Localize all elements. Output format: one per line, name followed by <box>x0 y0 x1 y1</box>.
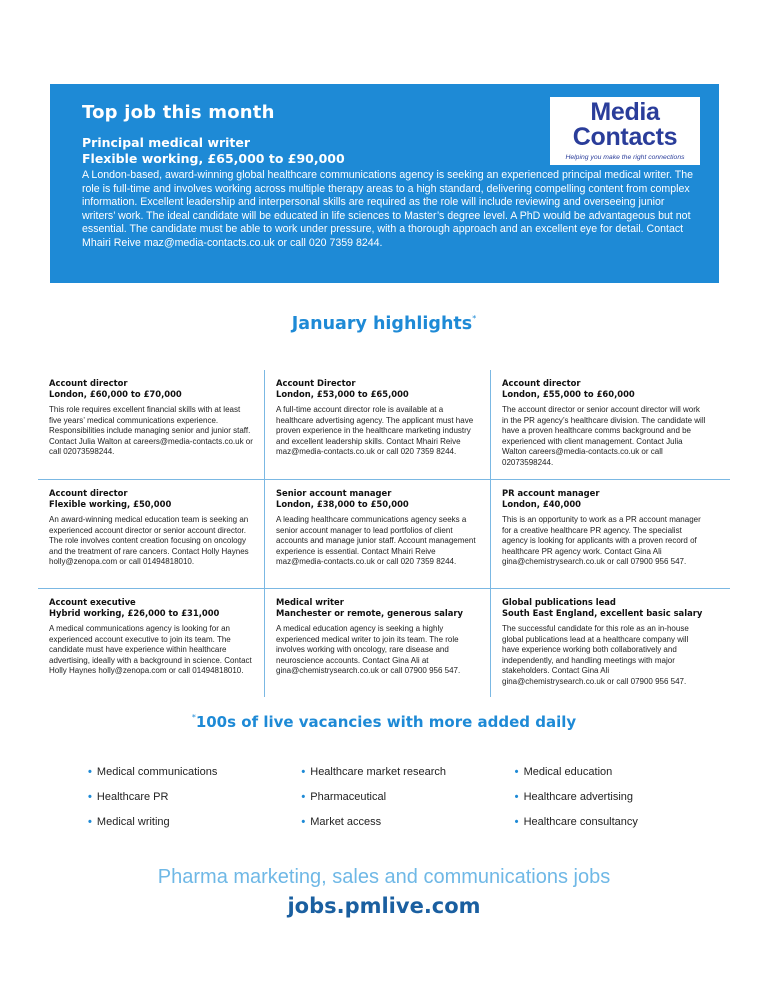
job-description: This is an opportunity to work as a PR account manager for a creative healthcare PR agency. The specialist agency is looking for applicants with a proven record of healthcare PR agency work. Contact Gina Ali gina@chemistrysearch.co.uk or call 07900 956 547. <box>502 515 701 567</box>
media-contacts-logo[interactable] <box>550 97 700 165</box>
category-item <box>515 815 728 840</box>
job-description: The account director or senior account director will work in the PR agency’s healthcare division. The candidate will have a proven healthcare comms background and be experienced with client management. Contact Julia Walton careers@media-contacts.co.uk or call 02073598244. <box>502 405 706 467</box>
job-description: This role requires excellent financial skills with at least five years’ medical communications experience. Responsibilities include managing senior and junior staff. Contact Julia Walton at careers@media-contacts.co.uk or call 02073598244. <box>49 405 253 457</box>
category-label: Healthcare consultancy <box>523 816 638 828</box>
job-subtitle: London, £38,000 to £50,000 <box>276 499 409 509</box>
category-label: Medical writing <box>96 816 170 828</box>
listing-row <box>38 479 730 588</box>
asterisk: * <box>472 314 477 323</box>
job-description: An award-winning medical education team is seeking an experienced account director or senior account director. The role involves content creation focusing on oncology and the treatment of rare cancers. Contact Holly Haynes holly@zenopa.com or call 01494818010. <box>49 515 249 567</box>
job-description: A leading healthcare communications agency seeks a senior account manager to lead portfolios of client accounts and manage junior staff. Account management experience is essential. Contact Mhairi Reive maz@media-contacts.co.uk or call 020 7359 8244. <box>276 515 476 567</box>
bullet-icon: • <box>301 766 306 778</box>
category-column <box>515 765 728 840</box>
job-listing[interactable] <box>264 480 490 588</box>
job-title: Global publications lead <box>502 597 616 607</box>
bullet-icon: • <box>301 816 306 828</box>
highlights-title-text: January highlights <box>291 314 473 334</box>
job-description: The successful candidate for this role as an in-house global publications lead at a healthcare company will have experience working both collaboratively and independently, and handling meetings with major stakeholders. Contact Gina Ali gina@chemistrysearch.co.uk or call 07900 956 547. <box>502 624 689 686</box>
job-title: Account executive <box>49 597 136 607</box>
job-subtitle: South East England, excellent basic salary <box>502 608 703 618</box>
job-title: Senior account manager <box>276 488 392 498</box>
listing-row <box>38 370 730 479</box>
job-subtitle: London, £53,000 to £65,000 <box>276 389 409 399</box>
job-listing[interactable] <box>264 370 490 479</box>
job-subtitle: London, £60,000 to £70,000 <box>49 389 182 399</box>
footer-url-link[interactable]: jobs.pmlive.com <box>287 894 481 918</box>
bullet-icon: • <box>88 816 92 828</box>
job-title: Medical writer <box>276 597 344 607</box>
category-label: Medical education <box>523 766 613 778</box>
job-title: Account Director <box>276 378 356 388</box>
vacancies-heading <box>0 713 768 731</box>
job-listing[interactable] <box>490 589 716 697</box>
bullet-icon: • <box>88 766 92 778</box>
category-item <box>88 790 301 815</box>
job-listing[interactable] <box>38 589 264 697</box>
logo-line-1: Media <box>590 98 660 126</box>
bullet-icon: • <box>301 791 306 803</box>
job-title: Account director <box>49 378 128 388</box>
category-item <box>515 765 728 790</box>
category-item <box>301 790 514 815</box>
banner-heading: Top job this month <box>82 102 275 123</box>
job-title: PR account manager <box>502 488 600 498</box>
footer-tagline: Pharma marketing, sales and communications jobs <box>157 866 611 888</box>
job-title: Account director <box>502 378 581 388</box>
job-description: A full-time account director role is available at a healthcare advertising agency. The applicant must have proven experience in the healthcare marketing industry and excellent leadership skills. Contact Mhairi Reive maz@media-contacts.co.uk or call 020 7359 8244. <box>276 405 474 457</box>
bullet-icon: • <box>88 791 92 803</box>
bullet-icon: • <box>514 791 519 803</box>
job-listing[interactable] <box>38 480 264 588</box>
category-label: Medical communications <box>96 766 218 778</box>
job-subtitle: Hybrid working, £26,000 to £31,000 <box>49 608 220 618</box>
category-column <box>88 765 301 840</box>
category-list <box>88 765 728 840</box>
job-subtitle: London, £55,000 to £60,000 <box>502 389 635 399</box>
job-subtitle: London, £40,000 <box>502 499 582 509</box>
category-item <box>301 765 514 790</box>
job-listing[interactable] <box>38 370 264 479</box>
category-label: Healthcare PR <box>96 791 169 803</box>
job-description: A medical communications agency is looking for an experienced account executive to join its team. The candidate must have experience within healthcare advertising, ideally with a background in science. Contact Holly Haynes holly@zenopa.com or call 01494818010. <box>49 624 252 676</box>
highlights-heading <box>0 314 768 334</box>
bullet-icon: • <box>514 816 519 828</box>
job-listing[interactable] <box>490 480 716 588</box>
category-label: Healthcare market research <box>310 766 446 778</box>
bullet-icon: • <box>514 766 519 778</box>
banner-job-subtitle: Flexible working, £65,000 to £90,000 <box>82 151 345 166</box>
job-subtitle: Manchester or remote, generous salary <box>276 608 463 618</box>
category-label: Pharmaceutical <box>310 791 387 803</box>
job-listings-grid <box>38 370 730 697</box>
category-label: Market access <box>310 816 382 828</box>
job-listing[interactable] <box>490 370 716 479</box>
top-job-banner <box>50 84 719 283</box>
banner-job-description: A London-based, award-winning global healthcare communications agency is seeking an experienced principal medical writer. The role is full-time and involves working across multiple therapy areas to a high standard, delivering compelling content from complex information. Excellent leadership and interpersonal skills are required as the role will include reviewing and overseeing junior writers’ work. The ideal candidate will be educated in life sciences to Master’s degree level. A PhD would be advantageous but not essential. The candidate must be able to work under pressure, with a thorough approach and an excellent eye for detail. Contact Mhairi Reive maz@media-contacts.co.uk or call 020 7359 8244. <box>82 169 694 249</box>
logo-tagline: Helping you make the right connections <box>565 154 685 161</box>
logo-line-2: Contacts <box>572 123 678 151</box>
category-column <box>301 765 514 840</box>
category-item <box>88 765 301 790</box>
job-description: A medical education agency is seeking a highly experienced medical writer to join its team. The role involves working with oncology, rare disease and neuroscience accounts. Contact Gina Ali at gina@chemistrysearch.co.uk or call 07900 956 547. <box>276 624 461 676</box>
job-title: Account director <box>49 488 128 498</box>
asterisk: * <box>191 713 196 722</box>
listing-row <box>38 588 730 697</box>
category-label: Healthcare advertising <box>523 791 634 803</box>
category-item <box>515 790 728 815</box>
category-item <box>301 815 514 840</box>
banner-job-title: Principal medical writer <box>82 135 251 150</box>
job-subtitle: Flexible working, £50,000 <box>49 499 172 509</box>
vacancies-title-text: 100s of live vacancies with more added daily <box>195 713 577 731</box>
category-item <box>88 815 301 840</box>
job-listing[interactable] <box>264 589 490 697</box>
